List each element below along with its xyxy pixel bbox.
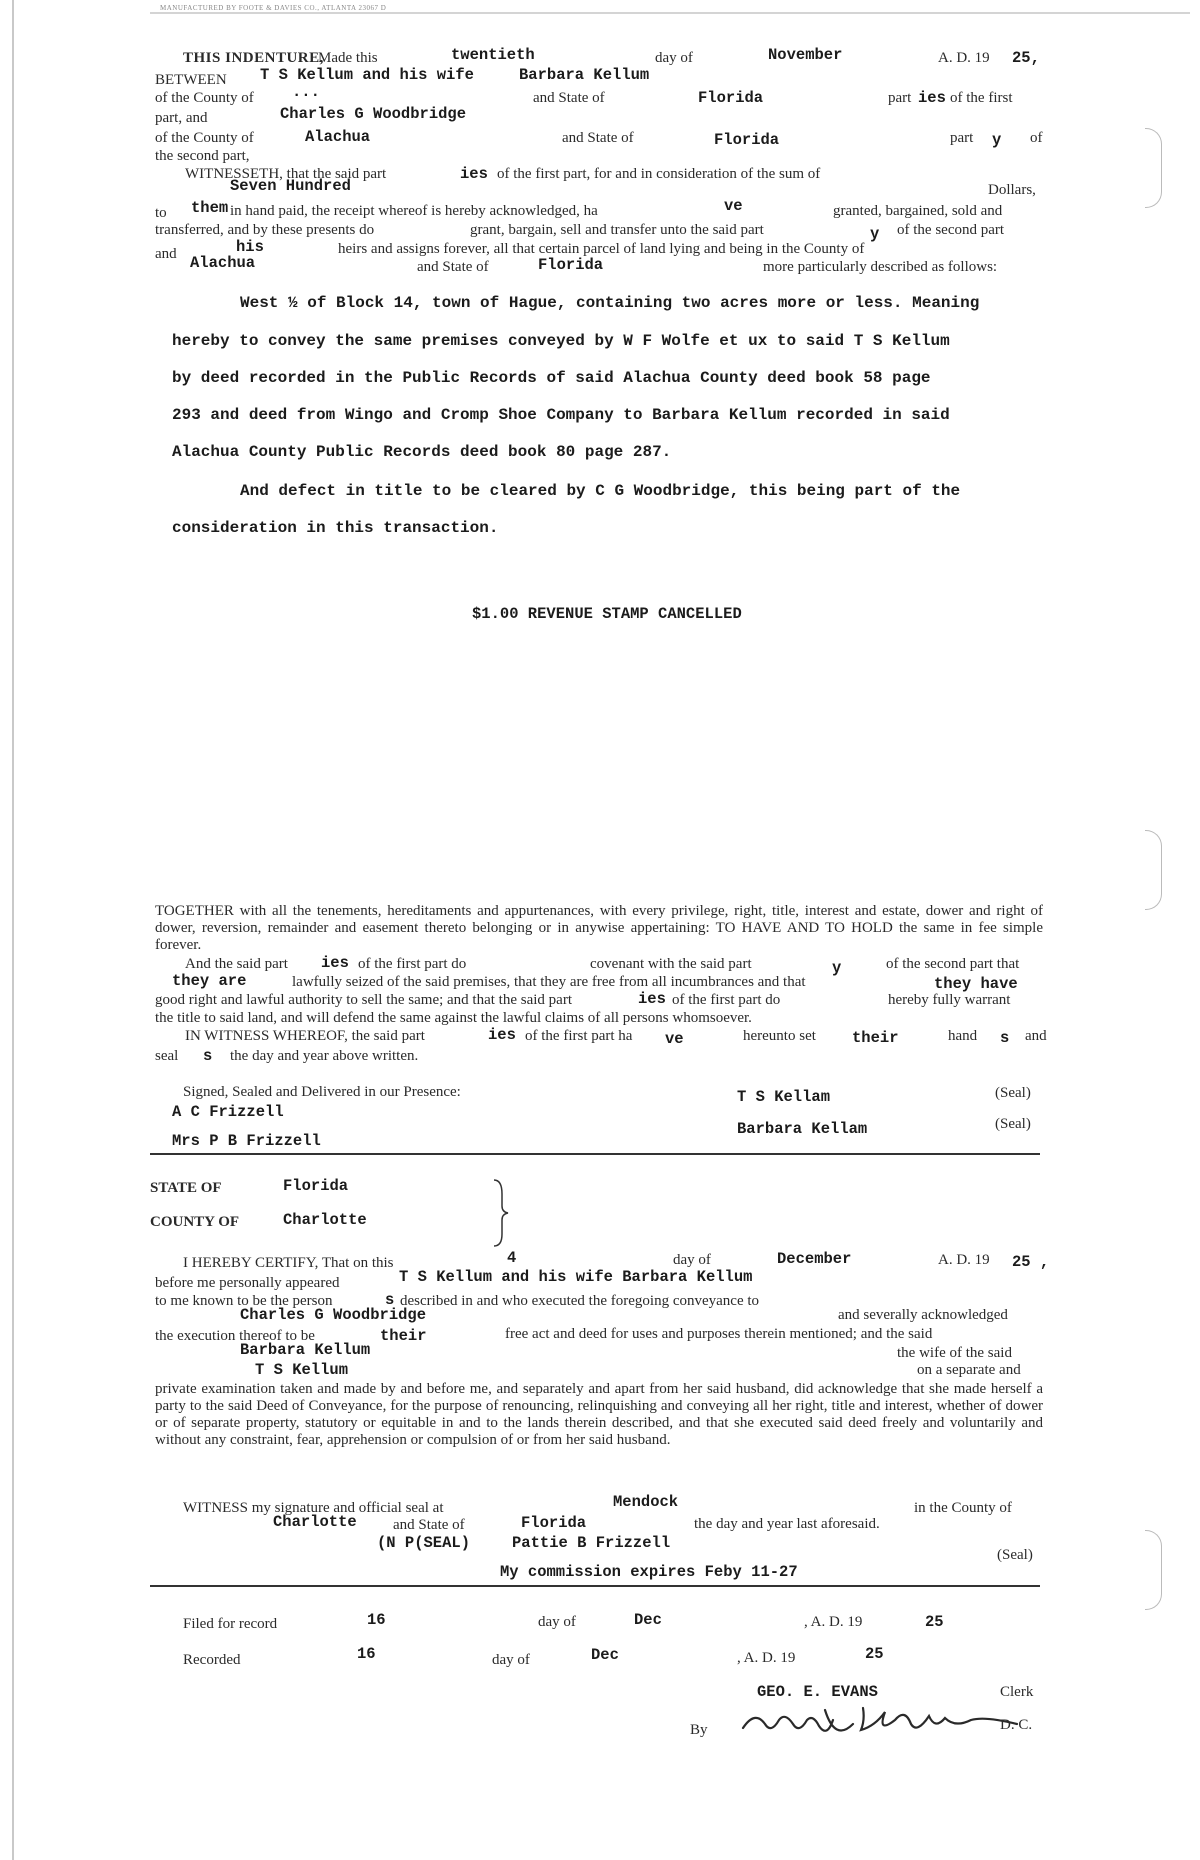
seal1-label: (Seal) xyxy=(995,1085,1031,1101)
filed-label: Filed for record xyxy=(183,1616,278,1632)
county-of-label: of the County of xyxy=(155,90,254,106)
parties-suffix-fill: ies xyxy=(918,89,946,107)
ack-their-fill: their xyxy=(380,1327,427,1345)
together-paragraph: TOGETHER with all the tenements, hereditaments and appurtenances, with every privilege, right, title, interest and estate, dower and right of dower, reversion, remainder and easement thereto belonging or in anywise appertaining: TO HAVE AND TO HOLD the same in fee simple forever. xyxy=(155,903,1043,953)
month-fill: November xyxy=(768,46,843,64)
state3-fill: Florida xyxy=(538,256,604,274)
between-label: BETWEEN xyxy=(155,72,227,88)
wife-of-label: the wife of the said xyxy=(897,1345,1012,1361)
they-have-fill: they have xyxy=(934,975,1018,993)
recorded-year-fill: 25 xyxy=(865,1645,884,1663)
brace-mark xyxy=(490,1178,512,1248)
state-of-label-2: and State of xyxy=(562,130,634,146)
execution-label: the execution thereof to be xyxy=(155,1328,315,1344)
private-exam-paragraph: private examination taken and made by and before me, and separately and apart from her said husband, did acknowledge that she made herself a party to the said Deed of Conveyance, for the purpose of renouncing, relinquishing and conveying all her right, title and interest, whether of dower or of separate property, statutory or equitable in and to the lands therein described, and that she executed said deed freely and voluntarily and without any constraint, fear, apprehension or compulsion of or from her said husband. xyxy=(155,1381,1043,1448)
presence-label: Signed, Sealed and Delivered in our Presence: xyxy=(183,1084,461,1100)
filed-month-fill: Dec xyxy=(634,1611,662,1629)
clerk-name: GEO. E. EVANS xyxy=(757,1683,878,1701)
deputy-signature-icon xyxy=(735,1690,1025,1746)
to-label: to xyxy=(155,205,167,221)
of-first-label: of the first xyxy=(950,90,1013,106)
separate-label: on a separate and xyxy=(917,1362,1021,1378)
top-rule xyxy=(150,12,1190,14)
indenture-heading: THIS INDENTURE, xyxy=(183,50,324,66)
known-label: to me known to be the person xyxy=(155,1293,333,1309)
ack-month-fill: December xyxy=(777,1250,852,1268)
grant-bargain-label: grant, bargain, sell and transfer unto the said part xyxy=(470,222,764,238)
description-line: hereby to convey the same premises conveyed by W F Wolfe et ux to said T S Kellum xyxy=(172,332,950,350)
state-of-label-3: and State of xyxy=(417,259,489,275)
ack-day-fill: 4 xyxy=(507,1249,517,1267)
clerk-label: Clerk xyxy=(1000,1684,1034,1700)
commission-fill: My commission expires Feby 11-27 xyxy=(500,1563,798,1581)
grantor-fill: T S Kellum and his wife xyxy=(260,66,474,84)
covenant-label-a: And the said part xyxy=(185,956,288,972)
their-fill: their xyxy=(852,1029,899,1047)
s-fill-2: s xyxy=(203,1047,213,1065)
day-of-label: day of xyxy=(655,50,693,66)
county-of-label-2: of the County of xyxy=(155,130,254,146)
wife-fill: Barbara Kellum xyxy=(240,1341,371,1359)
description-line: consideration in this transaction. xyxy=(172,519,499,537)
binder-hole-mark xyxy=(1145,1530,1162,1610)
filed-day-fill: 16 xyxy=(367,1611,386,1629)
np-fill: (N P(SEAL) xyxy=(377,1534,471,1552)
covenant-label-b: of the first part do xyxy=(358,956,467,972)
ies-fill-2: ies xyxy=(321,954,349,972)
granted-label: granted, bargained, sold and xyxy=(833,203,1003,219)
witnesseth-label: WITNESSETH, that the said part xyxy=(185,166,387,182)
description-line: West ½ of Block 14, town of Hague, containing two acres more or less. Meaning xyxy=(240,294,980,312)
witness2-name: Mrs P B Frizzell xyxy=(172,1132,321,1150)
ack-state-fill: Florida xyxy=(283,1177,349,1195)
year-fill: 25, xyxy=(1012,49,1040,67)
ack-s-fill: s xyxy=(385,1291,395,1309)
ack-county-fill: Charlotte xyxy=(283,1211,367,1229)
ve-fill: ve xyxy=(724,197,743,215)
recorded-day-of-label: day of xyxy=(492,1652,530,1668)
binder-hole-mark xyxy=(1145,830,1162,910)
appeared-fill: T S Kellum and his wife Barbara Kellum xyxy=(399,1268,753,1286)
witness1-name: A C Frizzell xyxy=(172,1103,284,1121)
and-end-label: and xyxy=(1025,1028,1047,1044)
signer2-name: Barbara Kellam xyxy=(737,1120,868,1138)
recorded-month-fill: Dec xyxy=(591,1646,619,1664)
good-right-label: good right and lawful authority to sell the same; and that the said part xyxy=(155,992,572,1008)
transferred-label: transferred, and by these presents do xyxy=(155,222,375,238)
ve-fill-2: ve xyxy=(665,1030,684,1048)
place-fill: Mendock xyxy=(613,1493,679,1511)
filed-year-fill: 25 xyxy=(925,1613,944,1631)
second-part-label: the second part, xyxy=(155,148,250,164)
page-edge xyxy=(12,0,14,1860)
grantor2-fill: Barbara Kellum xyxy=(519,66,650,84)
state-of-label: and State of xyxy=(533,90,605,106)
description-line: by deed recorded in the Public Records of said Alachua County deed book 58 page xyxy=(172,369,931,387)
recorded-day-fill: 16 xyxy=(357,1645,376,1663)
y-fill: y xyxy=(870,225,880,243)
ack-day-of-label: day of xyxy=(673,1252,711,1268)
last-aforesaid-label: the day and year last aforesaid. xyxy=(694,1516,880,1532)
ies-fill-1: ies xyxy=(460,165,488,183)
witness-label-b: of the first part ha xyxy=(525,1028,633,1044)
witness-label-a: IN WITNESS WHEREOF, the said part xyxy=(185,1028,425,1044)
county3-fill: Alachua xyxy=(190,254,256,272)
county-label: COUNTY OF xyxy=(150,1214,240,1230)
sum-fill: Seven Hundred xyxy=(230,177,351,195)
consideration-label: of the first part, for and in consideration of the sum of xyxy=(497,166,821,182)
ack-grantee-fill: Charles G Woodbridge xyxy=(240,1306,427,1324)
dc-label: D. C. xyxy=(1000,1717,1033,1733)
y-fill-2: y xyxy=(832,959,842,977)
husband-fill: T S Kellum xyxy=(255,1361,349,1379)
free-act-label: free act and deed for uses and purposes therein mentioned; and the said xyxy=(505,1326,933,1342)
ack-and-state-label: and State of xyxy=(393,1517,465,1533)
county1-fill: ... xyxy=(292,83,320,101)
ack-county2-fill: Charlotte xyxy=(273,1513,357,1531)
signer1-name: T S Kellam xyxy=(737,1088,831,1106)
of-second-part-label: of the second part xyxy=(897,222,1005,238)
them-fill: them xyxy=(191,199,229,217)
day-fill: twentieth xyxy=(451,46,535,64)
section-divider xyxy=(150,1153,1040,1155)
his-fill: his xyxy=(236,238,264,256)
lawfully-label: lawfully seized of the said premises, that they are free from all incumbrances and that xyxy=(292,974,806,990)
description-line: Alachua County Public Records deed book 80 page 287. xyxy=(172,443,672,461)
heirs-label: heirs and assigns forever, all that certain parcel of land lying and being in the County of xyxy=(338,241,865,257)
description-line: 293 and deed from Wingo and Cromp Shoe Company to Barbara Kellum recorded in said xyxy=(172,406,950,424)
notary-fill: Pattie B Frizzell xyxy=(512,1534,671,1552)
part-label: part xyxy=(888,90,912,106)
witness-sig-label: WITNESS my signature and official seal at xyxy=(183,1500,444,1516)
recorded-ad-label: , A. D. 19 xyxy=(737,1650,796,1666)
certify-label: I HEREBY CERTIFY, That on this xyxy=(183,1255,394,1271)
county2-fill: Alachua xyxy=(305,128,371,146)
state2-fill: Florida xyxy=(714,131,780,149)
of-label-2: of xyxy=(1030,130,1043,146)
ad-label: A. D. 19 xyxy=(938,50,990,66)
section-divider xyxy=(150,1585,1040,1587)
s-fill-1: s xyxy=(1000,1029,1010,1047)
severally-label: and severally acknowledged xyxy=(838,1307,1008,1323)
appeared-label: before me personally appeared xyxy=(155,1275,340,1291)
notary-seal-label: (Seal) xyxy=(997,1547,1033,1563)
description-line: And defect in title to be cleared by C G Woodbridge, this being part of the xyxy=(240,482,961,500)
part-label-2: part xyxy=(950,130,974,146)
described-label: more particularly described as follows: xyxy=(763,259,998,275)
part-and-label: part, and xyxy=(155,110,208,126)
receipt-label: in hand paid, the receipt whereof is hereby acknowledged, ha xyxy=(230,203,598,219)
printer-imprint: MANUFACTURED BY FOOTE & DAVIES CO., ATLANTA 23067 D xyxy=(160,4,387,12)
ack-year-fill: 25 , xyxy=(1012,1253,1050,1271)
seal-label: seal xyxy=(155,1048,179,1064)
dollars-label: Dollars, xyxy=(988,182,1036,198)
filed-day-of-label: day of xyxy=(538,1614,576,1630)
title-line-label: the title to said land, and will defend the same against the lawful claims of all persons whomsoever. xyxy=(155,1010,752,1026)
seal2-label: (Seal) xyxy=(995,1116,1031,1132)
revenue-stamp-note: $1.00 REVENUE STAMP CANCELLED xyxy=(472,605,742,623)
part-suffix-2-fill: y xyxy=(992,131,1002,149)
first-part-do-label: of the first part do xyxy=(672,992,781,1008)
and-label: and xyxy=(155,246,177,262)
ack-ad-label: A. D. 19 xyxy=(938,1252,990,1268)
state-label: STATE OF xyxy=(150,1180,222,1196)
filed-ad-label: , A. D. 19 xyxy=(804,1614,863,1630)
binder-hole-mark xyxy=(1145,128,1162,208)
by-label: By xyxy=(690,1722,708,1738)
in-county-label: in the County of xyxy=(914,1500,1012,1516)
day-year-label: the day and year above written. xyxy=(230,1048,419,1064)
warrant-label: hereby fully warrant xyxy=(888,992,1011,1008)
state1-fill: Florida xyxy=(698,89,764,107)
recorded-label: Recorded xyxy=(183,1652,241,1668)
hand-label: hand xyxy=(948,1028,978,1044)
ack-described-label: described in and who executed the foregoing conveyance to xyxy=(400,1293,760,1309)
witness-label-c: hereunto set xyxy=(743,1028,816,1044)
ack-state2-fill: Florida xyxy=(521,1514,587,1532)
covenant-label-c: covenant with the said part xyxy=(590,956,752,972)
covenant-label-d: of the second part that xyxy=(886,956,1020,972)
made-this-label: Made this xyxy=(318,50,378,66)
grantee-fill: Charles G Woodbridge xyxy=(280,105,467,123)
they-are-fill: they are xyxy=(172,972,247,990)
ies-fill-4: ies xyxy=(488,1026,516,1044)
ies-fill-3: ies xyxy=(638,990,666,1008)
